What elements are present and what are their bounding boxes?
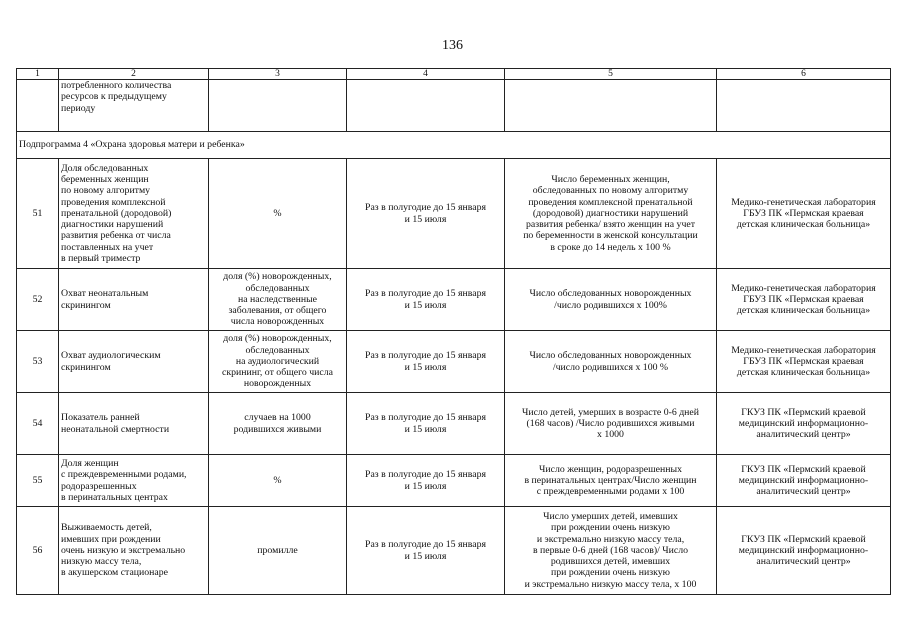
indicators-table [16, 68, 891, 595]
method-cell [505, 80, 717, 132]
source-cell: ГКУЗ ПК «Пермский краевой медицинский информационно- аналитический центр» [717, 455, 891, 507]
subprogram-title: Подпрограмма 4 «Охрана здоровья матери и ребенка» [17, 132, 891, 159]
indicator-cell: Охват аудиологическим скринингом [59, 331, 209, 393]
table-row [17, 393, 891, 455]
source-cell: ГКУЗ ПК «Пермский краевой медицинский информационно- аналитический центр» [717, 393, 891, 455]
unit-cell [209, 80, 347, 132]
frequency-cell: Раз в полугодие до 15 января и 15 июля [347, 507, 505, 595]
indicator-cell: Доля женщин с преждевременными родами, родоразрешенных в перинатальных центрах [59, 455, 209, 507]
method-cell: Число беременных женщин, обследованных по новому алгоритму проведения комплексной пренатальной (дородовой) диагностики нарушений развития ребенка/ взято женщин на учет по беременности в женской консультации в сроке до 14 недель х 100 % [505, 159, 717, 269]
subprogram-row [17, 132, 891, 159]
table-row [17, 507, 891, 595]
method-cell: Число обследованных новорожденных /число родившихся х 100 % [505, 331, 717, 393]
unit-cell: % [209, 455, 347, 507]
frequency-cell: Раз в полугодие до 15 января и 15 июля [347, 393, 505, 455]
column-number: 6 [717, 69, 891, 80]
unit-cell: % [209, 159, 347, 269]
source-cell: ГКУЗ ПК «Пермский краевой медицинский информационно- аналитический центр» [717, 507, 891, 595]
source-cell: Медико-генетическая лаборатория ГБУЗ ПК «Пермская краевая детская клиническая больница» [717, 159, 891, 269]
method-cell: Число обследованных новорожденных /число родившихся х 100% [505, 269, 717, 331]
row-number-cell: 56 [17, 507, 59, 595]
row-number-cell: 55 [17, 455, 59, 507]
unit-cell: промилле [209, 507, 347, 595]
unit-cell: доля (%) новорожденных, обследованных на наследственные заболевания, от общего числа новорожденных [209, 269, 347, 331]
indicator-cell: Показатель ранней неонатальной смертности [59, 393, 209, 455]
column-number: 3 [209, 69, 347, 80]
unit-cell: доля (%) новорожденных, обследованных на аудиологический скрининг, от общего числа новорожденных [209, 331, 347, 393]
continuation-row [17, 80, 891, 132]
indicator-cell: потребленного количества ресурсов к предыдущему периоду [59, 80, 209, 132]
method-cell: Число умерших детей, имевших при рождении очень низкую и экстремально низкую массу тела, в первые 0-6 дней (168 часов)/ Число родившихся детей, имевших при рождении очень низкую и экстремально низкую массу тела, х 100 [505, 507, 717, 595]
source-cell [717, 80, 891, 132]
column-number: 5 [505, 69, 717, 80]
unit-cell: случаев на 1000 родившихся живыми [209, 393, 347, 455]
frequency-cell: Раз в полугодие до 15 января и 15 июля [347, 159, 505, 269]
row-number-cell: 53 [17, 331, 59, 393]
table-row [17, 455, 891, 507]
method-cell: Число женщин, родоразрешенных в перинатальных центрах/Число женщин с преждевременными родами х 100 [505, 455, 717, 507]
frequency-cell [347, 80, 505, 132]
table-row [17, 331, 891, 393]
source-cell: Медико-генетическая лаборатория ГБУЗ ПК «Пермская краевая детская клиническая больница» [717, 331, 891, 393]
column-number: 4 [347, 69, 505, 80]
column-number: 1 [17, 69, 59, 80]
table-row [17, 269, 891, 331]
row-number-cell: 51 [17, 159, 59, 269]
indicator-cell: Выживаемость детей, имевших при рождении очень низкую и экстремально низкую массу тела, в акушерском стационаре [59, 507, 209, 595]
frequency-cell: Раз в полугодие до 15 января и 15 июля [347, 331, 505, 393]
frequency-cell: Раз в полугодие до 15 января и 15 июля [347, 455, 505, 507]
column-number: 2 [59, 69, 209, 80]
column-number-row [17, 69, 891, 80]
page-number: 136 [442, 38, 463, 53]
source-cell: Медико-генетическая лаборатория ГБУЗ ПК «Пермская краевая детская клиническая больница» [717, 269, 891, 331]
row-number-cell [17, 80, 59, 132]
indicator-cell: Охват неонатальным скринингом [59, 269, 209, 331]
frequency-cell: Раз в полугодие до 15 января и 15 июля [347, 269, 505, 331]
row-number-cell: 54 [17, 393, 59, 455]
indicator-cell: Доля обследованных беременных женщин по новому алгоритму проведения комплексной пренатальной (дородовой) диагностики нарушений развития ребенка от числа поставленных на учет в первый триместр [59, 159, 209, 269]
method-cell: Число детей, умерших в возрасте 0-6 дней (168 часов) /Число родившихся живыми х 1000 [505, 393, 717, 455]
table-row [17, 159, 891, 269]
row-number-cell: 52 [17, 269, 59, 331]
